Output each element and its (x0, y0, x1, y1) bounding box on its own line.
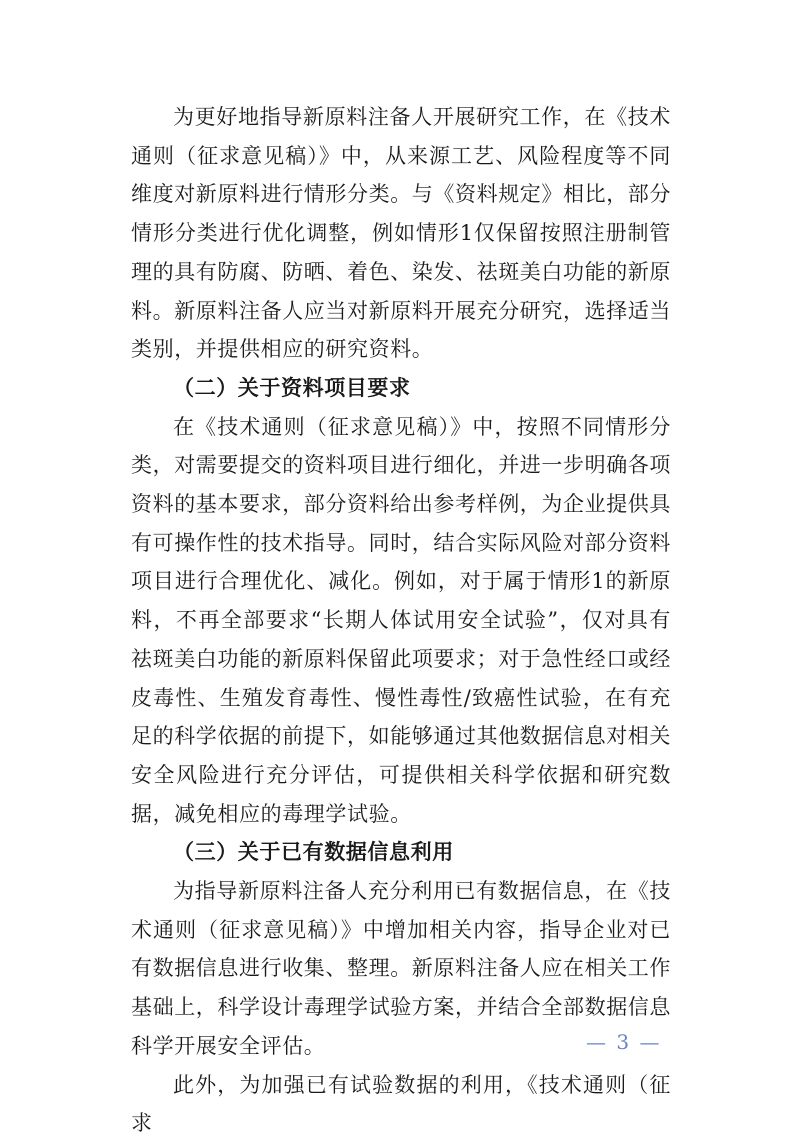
document-body (131, 98, 671, 1143)
paragraph-intro: 为更好地指导新原料注备人开展研究工作，在《技术通则（征求意见稿）》中，从来源工艺、风险程度等不同维度对新原料进行情形分类。与《资料规定》相比，部分情形分类进行优化调整，例如情形1仅保留按照注册制管理的具有防腐、防晒、着色、染发、祛斑美白功能的新原料。新原料注备人应当对新原料开展充分研究，选择适当类别，并提供相应的研究资料。 (131, 105, 671, 362)
paragraph-data-usage: 为指导新原料注备人充分利用已有数据信息，在《技术通则（征求意见稿）》中增加相关内容，指导企业对已有数据信息进行收集、整理。新原料注备人应在相关工作基础上，科学设计毒理学试验方案，并结合全部数据信息科学开展安全评估。 (131, 879, 671, 1058)
paragraph-requirements: 在《技术通则（征求意见稿）》中，按照不同情形分类，对需要提交的资料项目进行细化，并进一步明确各项资料的基本要求，部分资料给出参考样例，为企业提供具有可操作性的技术指导。同时，结合实际风险对部分资料项目进行合理优化、减化。例如，对于属于情形1的新原料，不再全部要求“长期人体试用安全试验”，仅对具有祛斑美白功能的新原料保留此项要求；对于急性经口或经皮毒性、生殖发育毒性、慢性毒性/致癌性试验，在有充足的科学依据的前提下，如能够通过其他数据信息对相关安全风险进行充分评估，可提供相关科学依据和研究数据，减免相应的毒理学试验。 (131, 414, 671, 826)
section-heading-2: （二）关于资料项目要求 (173, 374, 411, 400)
section-heading-3: （三）关于已有数据信息利用 (173, 839, 454, 865)
page-number: — 3 — (586, 1030, 662, 1054)
paragraph-additional: 此外，为加强已有试验数据的利用，《技术通则（征求 (131, 1072, 671, 1136)
